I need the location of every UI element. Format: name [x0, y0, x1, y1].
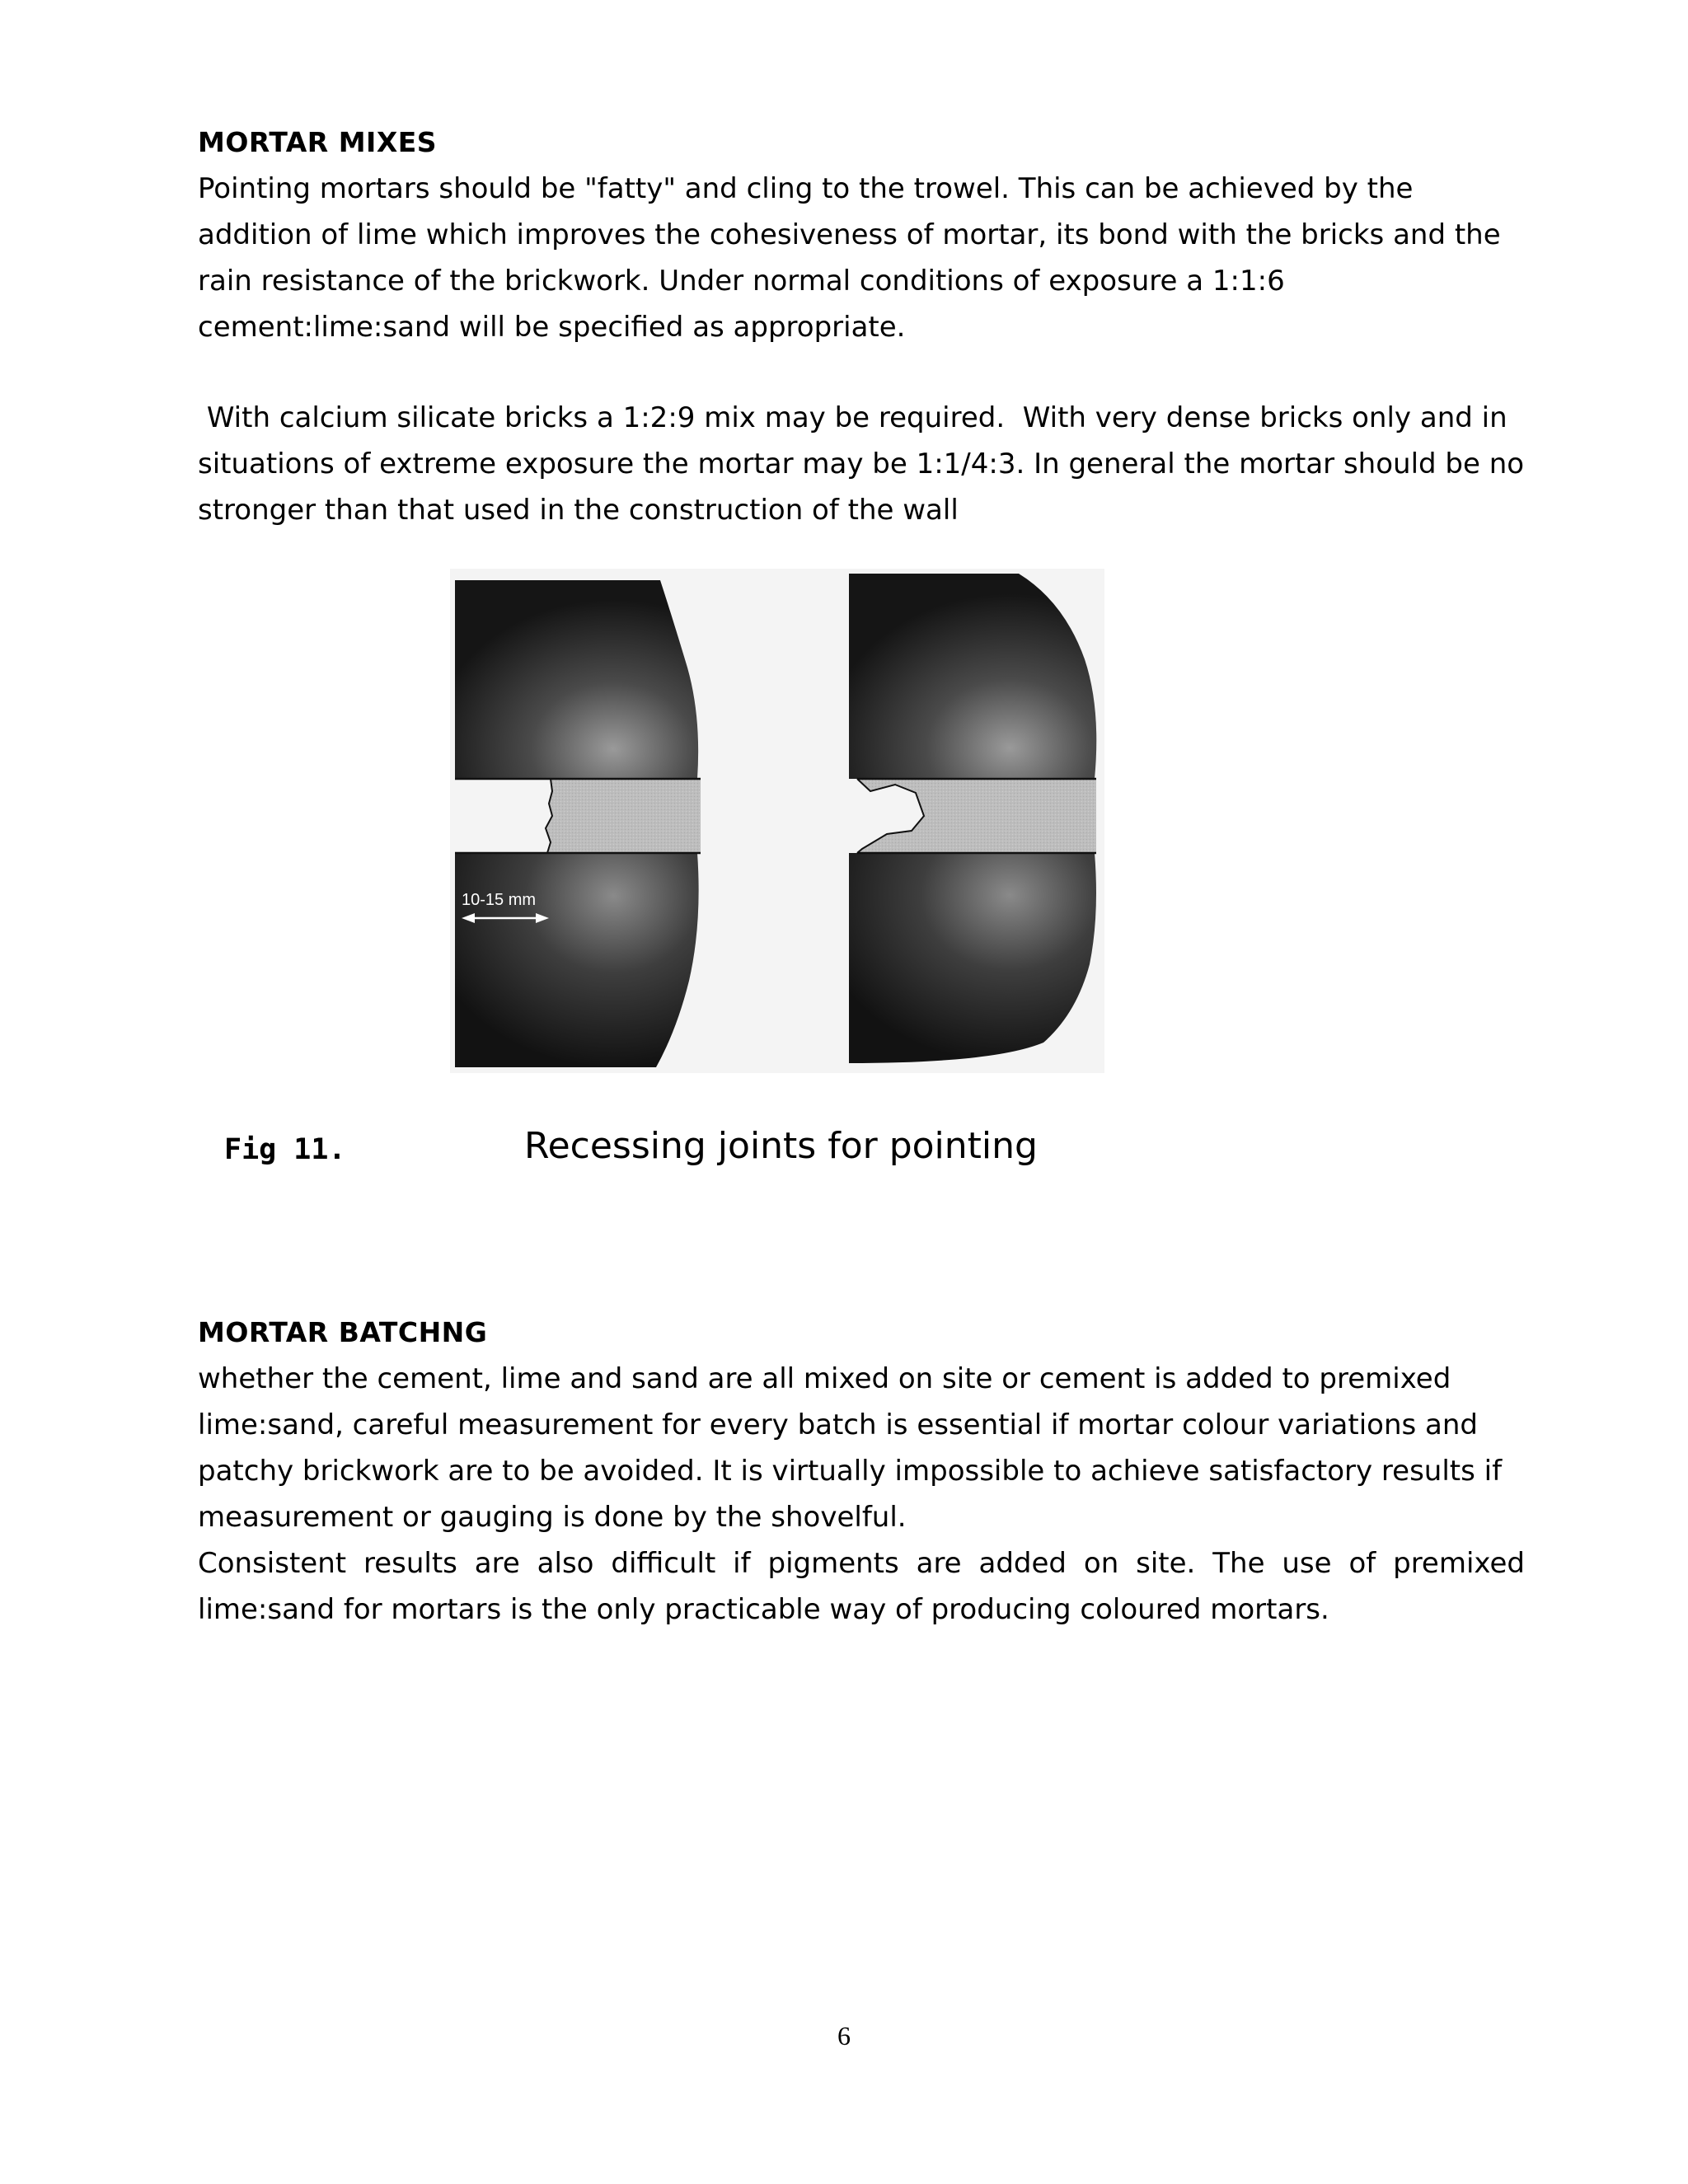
page-number: 6 [837, 2021, 851, 2050]
paragraph-mortar-batching-1: whether the cement, lime and sand are all mixed on site or cement is added to premixed lime:sand, careful measurement for every batch is essential if mortar colour variations and patchy brickwork are to be avoided. It is virtually impossible to achieve satisfactory results if measurement or gauging is done by the shovelful. [198, 1362, 1503, 1534]
figure-caption: Recessing joints for pointing [524, 1125, 1038, 1167]
paragraph-mortar-batching-2: Consistent results are also difficult if pigments are added on site. The use of premixed lime:sand for mortars is the only practicable way of producing coloured mortars. [198, 1547, 1525, 1626]
dimension-label: 10-15 mm [462, 891, 537, 909]
right-joint-panel [849, 574, 1096, 1063]
left-joint-panel [455, 580, 701, 1067]
left-mortar-face [455, 779, 552, 853]
section-mortar-mixes [198, 120, 1533, 533]
heading-mortar-batching: MORTAR BATCHNG [198, 1316, 488, 1348]
joint-diagram [450, 569, 1104, 1073]
left-top-brick [455, 580, 698, 779]
left-bottom-brick [455, 853, 699, 1067]
figure-recessed-joints [450, 569, 1104, 1073]
heading-mortar-mixes: MORTAR MIXES [198, 126, 438, 158]
section-mortar-batching [198, 1310, 1525, 1633]
figure-label: Fig 11. [224, 1133, 346, 1166]
paragraph-mortar-mixes-2: With calcium silicate bricks a 1:2:9 mix may be required. With very dense bricks only and in situations of extreme exposure the mortar may be 1:1/4:3. In general the mortar should be no stronger than that used in the construction of the wall [198, 401, 1533, 527]
paragraph-mortar-mixes-1: Pointing mortars should be "fatty" and cling to the trowel. This can be achieved by the addition of lime which improves the cohesiveness of mortar, its bond with the bricks and the rain resistance of the brickwork. Under normal conditions of exposure a 1:1:6 cement:lime:sand will be specified as appropriate. [198, 172, 1501, 344]
